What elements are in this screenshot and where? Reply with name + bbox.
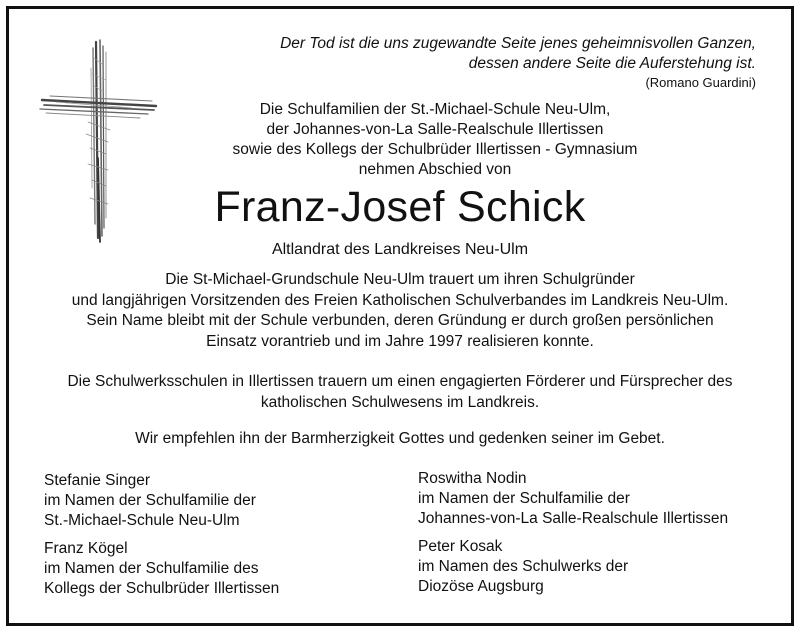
signature-koegel xyxy=(44,539,279,599)
signature-line: im Namen des Schulwerks der xyxy=(418,558,629,575)
paragraph-grundschule xyxy=(0,270,800,352)
deceased-title: Altlandrat des Landkreises Neu-Ulm xyxy=(271,241,529,258)
paragraph-line: Sein Name bleibt mit der Schule verbunden, deren Gründung er durch großen persönlichen xyxy=(86,312,714,329)
signature-name: Roswitha Nodin xyxy=(418,470,527,487)
signature-line: Diozöse Augsburg xyxy=(418,578,544,595)
quote-line: dessen andere Seite die Auferstehung ist. xyxy=(468,55,756,72)
paragraph-line: katholischen Schulwesens im Landkreis. xyxy=(260,393,540,411)
signature-line: Kollegs der Schulbrüder Illertissen xyxy=(44,580,280,597)
signature-line: im Namen der Schulfamilie der xyxy=(44,492,256,509)
intro-block xyxy=(0,100,800,180)
paragraph-schulwerk xyxy=(0,372,800,413)
intro-line: Die Schulfamilien der St.-Michael-Schule Neu-Ulm, xyxy=(259,101,611,118)
signature-line: im Namen der Schulfamilie des xyxy=(44,560,259,577)
quote-block xyxy=(280,34,756,92)
intro-line: nehmen Abschied von xyxy=(358,161,512,178)
paragraph-prayer: Wir empfehlen ihn der Barmherzigkeit Gottes und gedenken seiner im Gebet. xyxy=(135,430,665,447)
signature-name: Franz Kögel xyxy=(44,540,128,557)
quote-author: (Romano Guardini) xyxy=(645,75,756,90)
signature-kosak xyxy=(418,537,628,597)
signature-line: St.-Michael-Schule Neu-Ulm xyxy=(44,512,240,529)
signature-singer xyxy=(44,471,256,531)
deceased-name: Franz-Josef Schick xyxy=(214,183,586,231)
intro-line: der Johannes-von-La Salle-Realschule Illertissen xyxy=(266,121,604,138)
paragraph-line: Einsatz vorantrieb und im Jahre 1997 realisieren konnte. xyxy=(206,332,594,350)
signature-nodin xyxy=(418,469,728,529)
quote-line: Der Tod ist die uns zugewandte Seite jenes geheimnisvollen Ganzen, xyxy=(280,35,756,52)
paragraph-line: Die Schulwerksschulen in Illertissen trauern um einen engagierten Förderer und Fürsprecher des xyxy=(67,373,733,390)
signature-name: Peter Kosak xyxy=(418,538,503,555)
signature-name: Stefanie Singer xyxy=(44,472,150,489)
paragraph-line: Die St-Michael-Grundschule Neu-Ulm trauert um ihren Schulgründer xyxy=(165,271,635,288)
intro-line: sowie des Kollegs der Schulbrüder Illertissen - Gymnasium xyxy=(232,141,638,158)
signature-line: Johannes-von-La Salle-Realschule Illertissen xyxy=(418,510,729,527)
signature-line: im Namen der Schulfamilie der xyxy=(418,490,630,507)
paragraph-line: und langjährigen Vorsitzenden des Freien Katholischen Schulverbandes im Landkreis Neu-Ulm. xyxy=(71,291,729,309)
